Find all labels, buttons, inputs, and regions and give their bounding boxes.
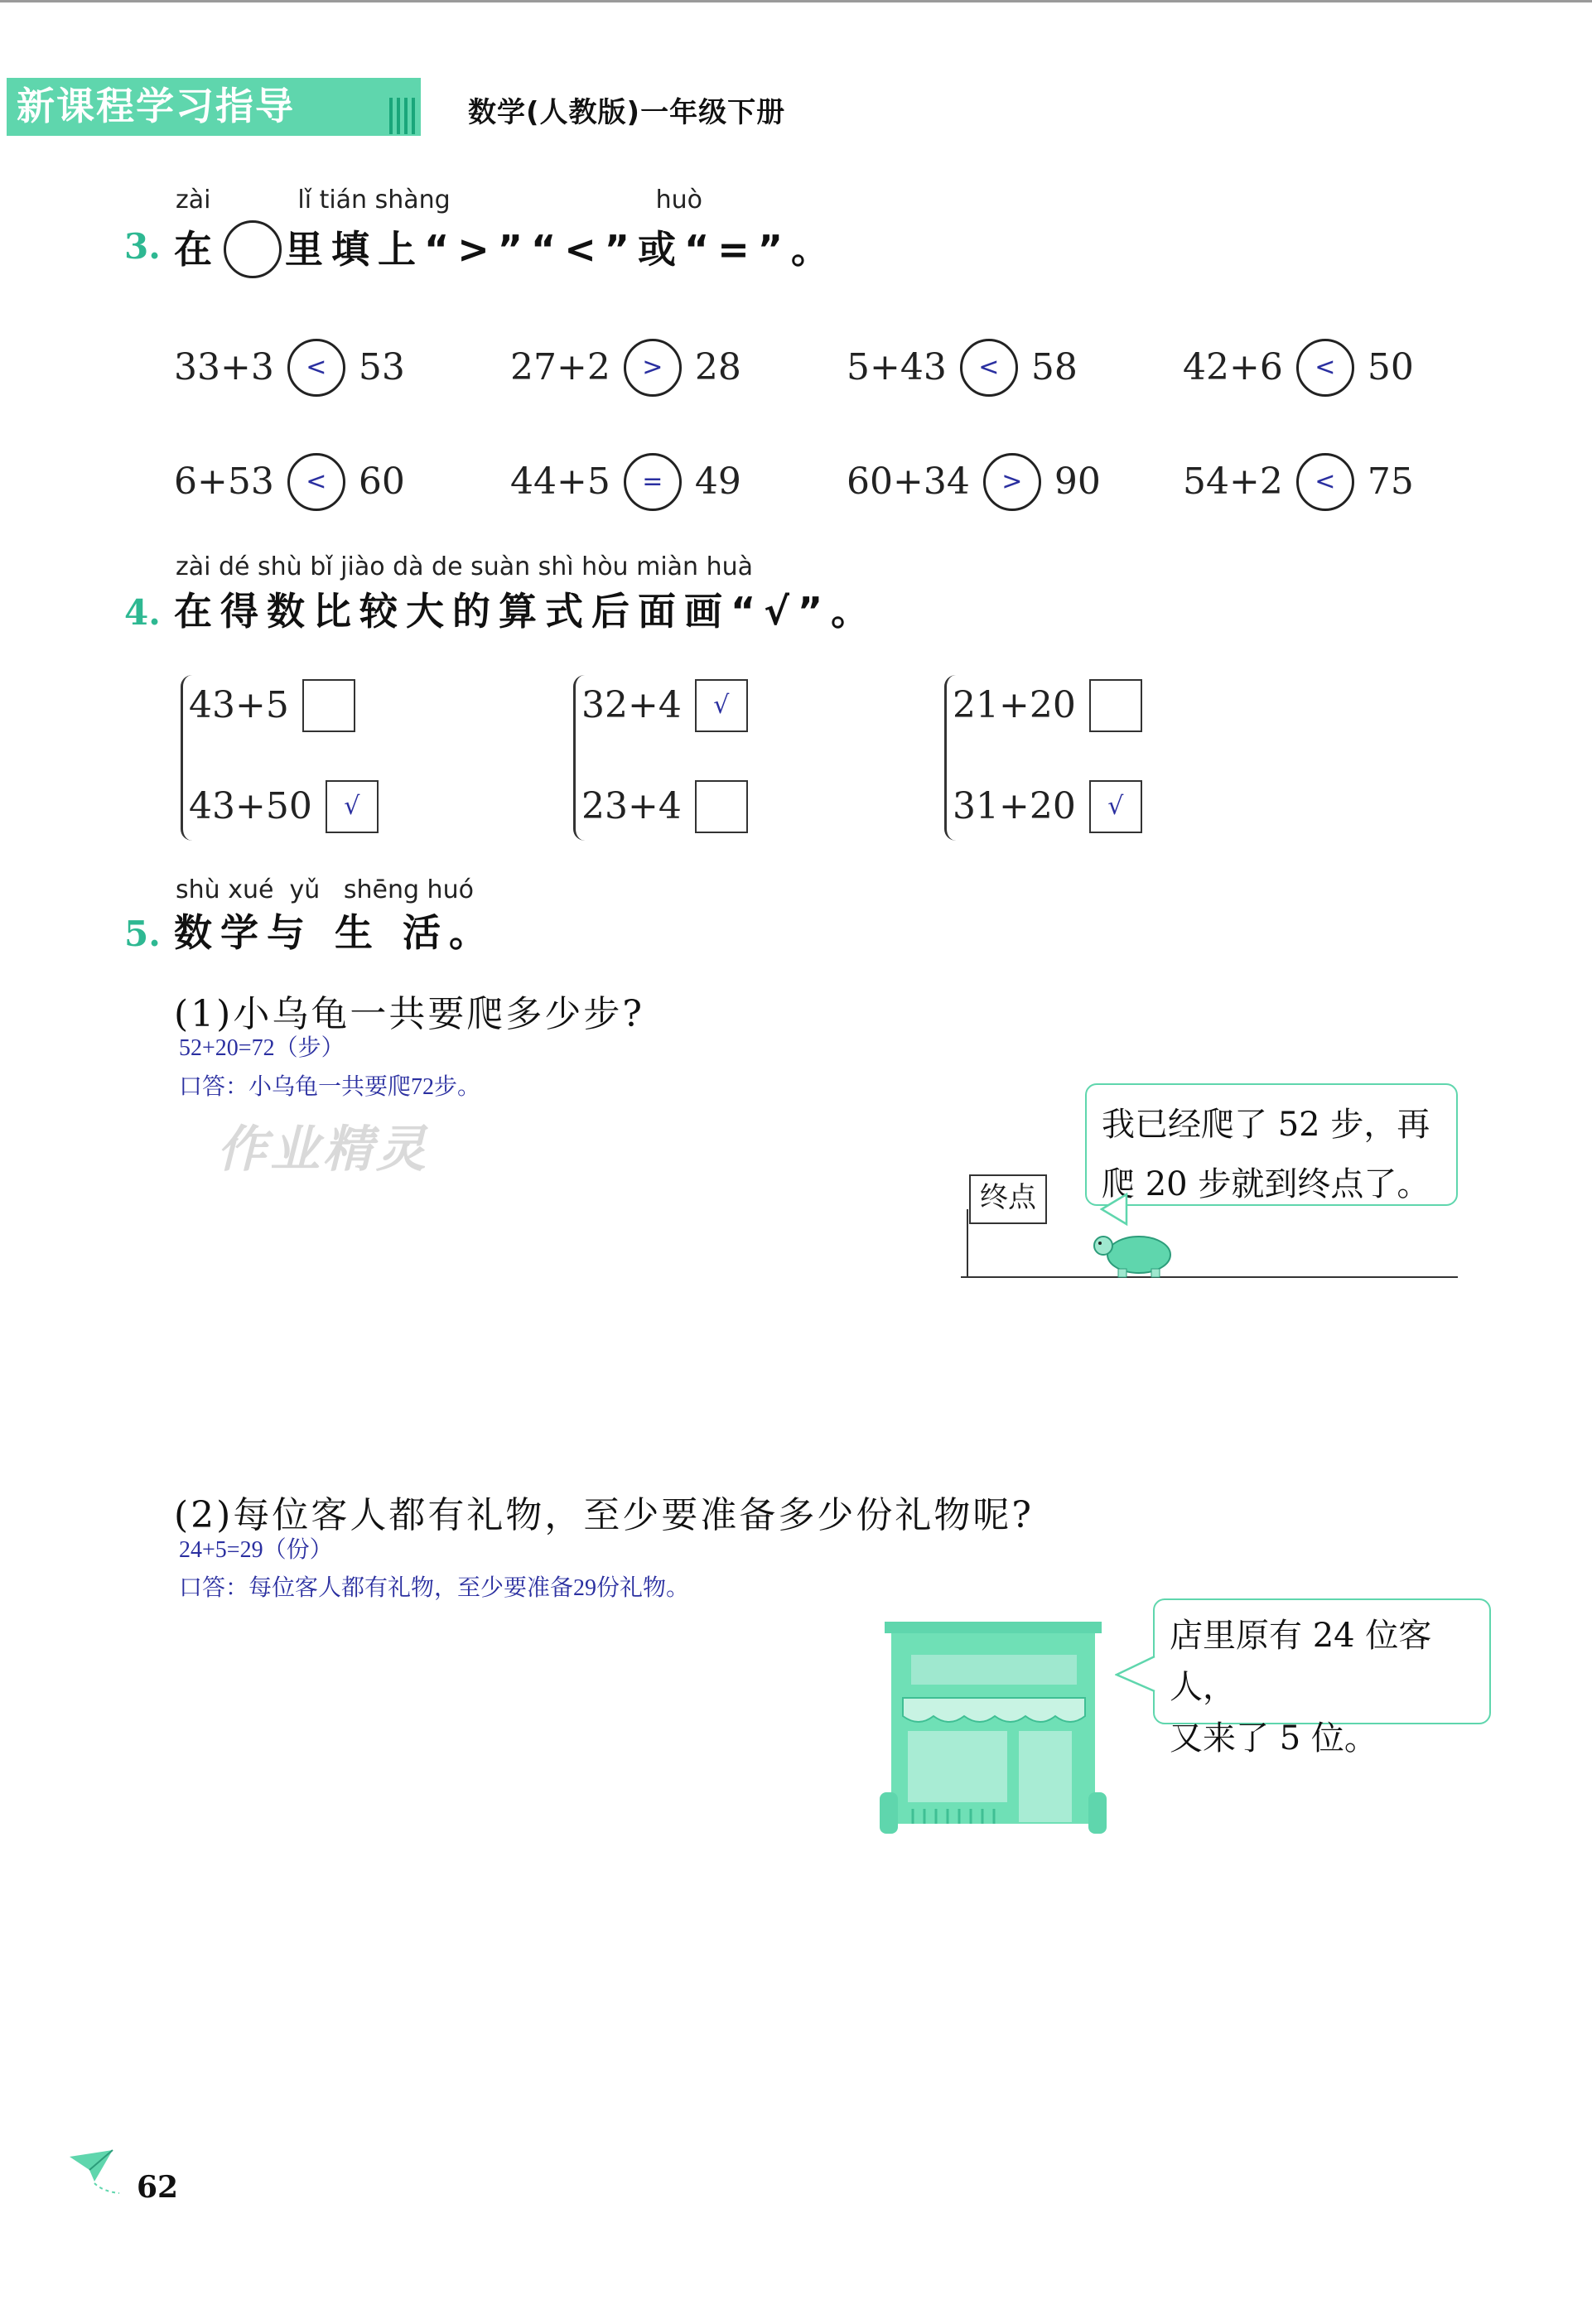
brand-title: 新课程学习指导 — [17, 84, 295, 128]
store-icon — [878, 1615, 1110, 1847]
q5-2-reply: 口答：每位客人都有礼物，至少要准备29份礼物。 — [179, 1575, 690, 1601]
store-door-icon — [1019, 1731, 1072, 1822]
bubble-pointer — [1102, 1194, 1126, 1224]
comparison-right: 60 — [358, 460, 405, 503]
comparison-answer-circle[interactable]: > — [983, 453, 1041, 511]
q3-heading — [174, 220, 837, 278]
comparison-right: 90 — [1054, 460, 1101, 503]
q5-1-question: (1)小乌龟一共要爬多少步? — [174, 993, 644, 1035]
q3-text-after: 里填上“>”“<”或“=”。 — [285, 227, 838, 272]
expression-line — [953, 780, 1142, 833]
comparison-item — [510, 339, 741, 397]
comparison-right: 58 — [1030, 346, 1078, 388]
check-box[interactable]: √ — [326, 780, 379, 833]
comparison-item — [847, 339, 1078, 397]
expression-line — [581, 679, 748, 732]
q5-text: 数学与 生 活。 — [174, 910, 496, 955]
q5-2-bubble-pointer — [1115, 1653, 1156, 1695]
comparison-left: 5+43 — [847, 346, 947, 388]
q3-row-1 — [174, 335, 1466, 401]
comparison-left: 27+2 — [510, 346, 610, 388]
q3-row-2 — [174, 449, 1466, 515]
expression-text: 32+4 — [581, 684, 682, 726]
comparison-answer-circle[interactable]: > — [624, 339, 682, 397]
comparison-answer-circle[interactable]: < — [960, 339, 1018, 397]
turtle-shell-icon — [1107, 1237, 1170, 1273]
q3-pinyin: zài lǐ tián shàng huò — [176, 186, 703, 215]
expression-text: 43+50 — [189, 785, 312, 827]
comparison-left: 44+5 — [510, 460, 610, 503]
brand-stripes — [389, 98, 417, 134]
comparison-left: 42+6 — [1183, 346, 1283, 388]
expression-line — [189, 679, 355, 732]
q5-number: 5. — [124, 914, 161, 954]
comparison-item — [847, 453, 1101, 511]
q5-2-bubble-line-2: 又来了 5 位。 — [1170, 1719, 1377, 1757]
q5-2-equation: 24+5=29（份） — [179, 1537, 333, 1563]
q5-1-reply: 口答：小乌龟一共要爬72步。 — [179, 1074, 481, 1100]
q4-text: 在得数比较大的算式后面画“√”。 — [174, 589, 878, 634]
expression-line — [953, 679, 1142, 732]
blank-circle-icon — [224, 220, 282, 278]
check-box[interactable]: √ — [1089, 780, 1142, 833]
comparison-right: 28 — [694, 346, 741, 388]
comparison-right: 49 — [694, 460, 741, 503]
q5-pinyin: shù xué yǔ shēng huó — [176, 875, 474, 904]
comparison-answer-circle[interactable]: < — [287, 339, 345, 397]
comparison-answer-circle[interactable]: < — [1296, 453, 1354, 511]
check-box[interactable] — [1089, 679, 1142, 732]
q3-number: 3. — [124, 226, 161, 267]
comparison-item — [174, 453, 405, 511]
turtle-head-icon — [1094, 1237, 1112, 1255]
comparison-item — [174, 339, 405, 397]
comparison-right: 53 — [358, 346, 405, 388]
comparison-left: 60+34 — [847, 460, 970, 503]
comparison-item — [510, 453, 741, 511]
expression-text: 43+5 — [189, 684, 289, 726]
top-rule — [0, 0, 1592, 2]
q5-1-bubble-line-2: 爬 20 步就到终点了。 — [1102, 1165, 1430, 1203]
page-number: 62 — [137, 2170, 179, 2205]
comparison-left: 6+53 — [174, 460, 274, 503]
expression-text: 21+20 — [953, 684, 1076, 726]
q4-number: 4. — [124, 592, 161, 633]
comparison-answer-circle[interactable]: < — [287, 453, 345, 511]
q5-1-equation: 52+20=72（步） — [179, 1035, 345, 1061]
paper-plane-icon — [66, 2145, 124, 2195]
expression-text: 31+20 — [953, 785, 1076, 827]
comparison-left: 33+3 — [174, 346, 274, 388]
watermark: 作业精灵 — [217, 1121, 429, 1179]
q4-pinyin: zài dé shù bǐ jiào dà de suàn shì hòu miàn huà — [176, 552, 754, 581]
expression-line — [189, 780, 379, 833]
finish-flag-label: 终点 — [969, 1174, 1047, 1224]
q3-text-before: 在 — [174, 227, 220, 272]
comparison-left: 54+2 — [1183, 460, 1283, 503]
q5-2-question: (2)每位客人都有礼物，至少要准备多少份礼物呢? — [174, 1494, 1034, 1536]
check-box[interactable]: √ — [695, 679, 748, 732]
q5-2-bubble-line-1: 店里原有 24 位客人， — [1170, 1617, 1432, 1706]
book-title: 数学(人教版)一年级下册 — [468, 96, 786, 129]
q5-2-speech-bubble — [1153, 1598, 1491, 1757]
q5-1-bubble-line-1: 我已经爬了 52 步，再 — [1102, 1106, 1430, 1144]
comparison-item — [1183, 339, 1414, 397]
comparison-right: 50 — [1367, 346, 1414, 388]
check-box[interactable] — [302, 679, 355, 732]
comparison-item — [1183, 453, 1414, 511]
comparison-answer-circle[interactable]: = — [624, 453, 682, 511]
comparison-answer-circle[interactable]: < — [1296, 339, 1354, 397]
comparison-right: 75 — [1367, 460, 1414, 503]
expression-line — [581, 780, 748, 833]
check-box[interactable] — [695, 780, 748, 833]
expression-text: 23+4 — [581, 785, 682, 827]
